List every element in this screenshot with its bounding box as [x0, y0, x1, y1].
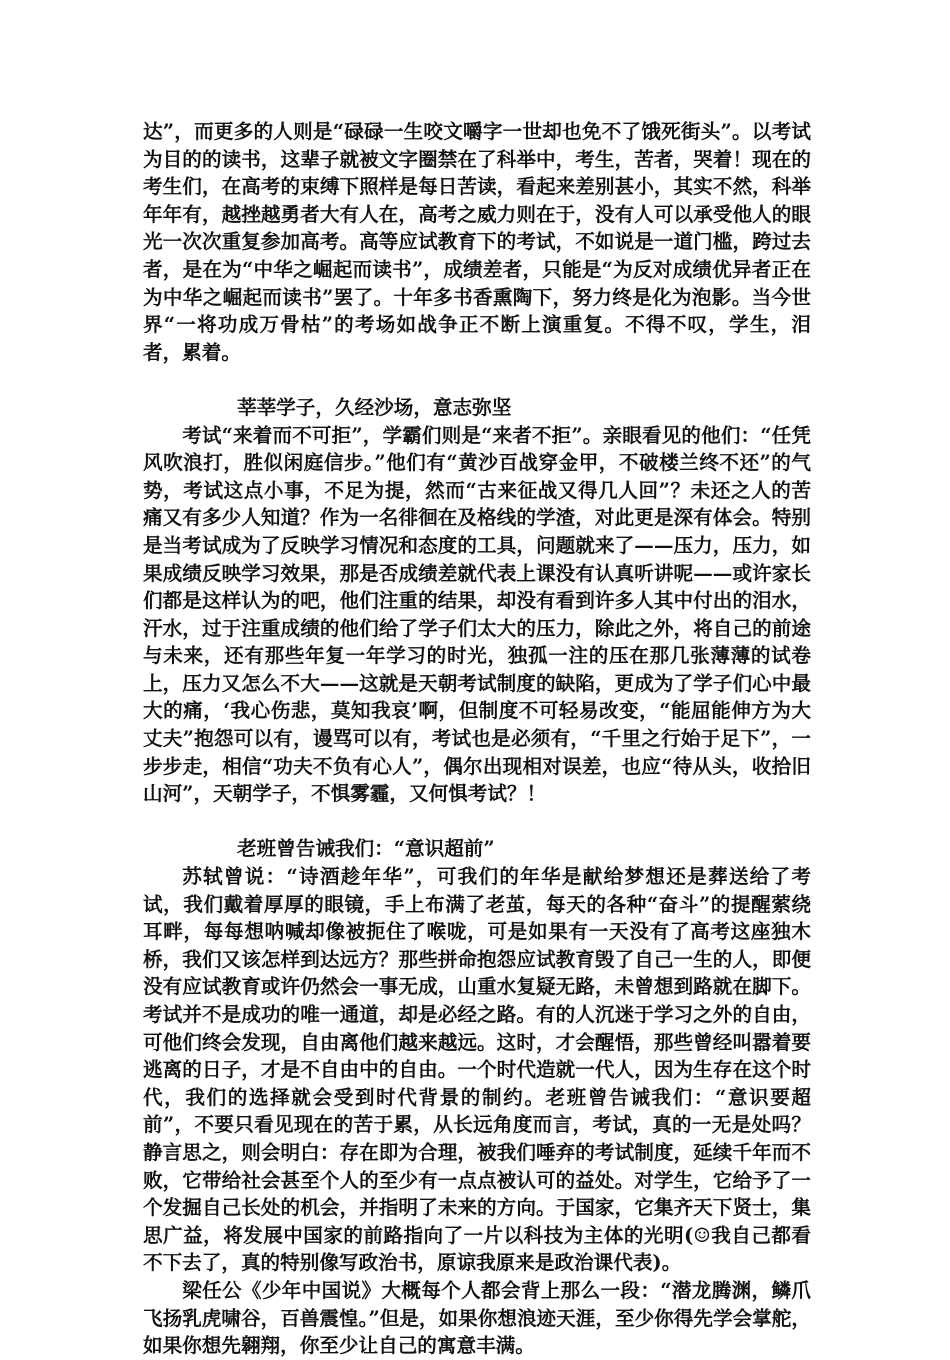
paragraph-young-china: 梁任公《少年中国说》大概每个人都会背上那么一段：“潜龙腾渊，鳞爪飞扬乳虎啸谷，百兽震惶。”但是，如果你想浪迹天涯，至少你得先学会掌舵，如果你想先翱翔，你至少让自己的寓意丰满。 — [143, 1278, 811, 1358]
section-heading-teacher: 老班曾告诫我们：“意识超前” — [237, 837, 495, 861]
paragraph-exam-value: 苏轼曾说：“诗酒趁年华”，可我们的年华是献给梦想还是葬送给了考试，我们戴着厚厚的眼镜，手上布满了老茧，每天的各种“奋斗”的提醒萦绕耳畔，每每想呐喊却像被扼住了喉咙，可是如果有一天没有了高考这座独木桥，我们又该怎样到达远方？那些拼命抱怨应试教育毁了自己一生的人，即便没有应试教育或许仍然会一事无成，山重水复疑无路，未曾想到路就在脚下。考试并不是成功的唯一通道，却是必经之路。有的人沉迷于学习之外的自由，可他们终会发现，自由离他们越来越远。这时，才会醒悟，那些曾经叫嚣着要逃离的日子，才是不自由中的自由。一个时代造就一代人，因为生存在这个时代，我们的选择就会受到时代背景的制约。老班曾告诫我们：“意识要超前”，不要只看见现在的苦于累，从长远角度而言，考试，真的一无是处吗？静言思之，则会明白：存在即为合理，被我们唾弃的考试制度，延续千年而不败，它带给社会甚至个人的至少有一点点被认可的益处。对学生，它给予了一个发掘自己长处的机会，并指明了未来的方向。于国家，它集齐天下贤士，集思广益，将发展中国家的前路指向了一片以科技为主体的光明(☺我自己都看不下去了，真的特别像写政治书，原谅我原来是政治课代表)。 — [143, 865, 811, 1275]
paragraph-gap — [143, 366, 811, 394]
paragraph-exam-history: 达”，而更多的人则是“碌碌一生咬文嚼字一世却也免不了饿死街头”。以考试为目的的读书，这辈子就被文字圈禁在了科举中，考生，苦者，哭着！现在的考生们，在高考的束缚下照样是每日苦读，看起来差别甚小，其实不然，科举年年有，越挫越勇者大有人在，高考之威力则在于，没有人可以承受他人的眼光一次次重复参加高考。高等应试教育下的考试，不如说是一道门槛，跨过去者，是在为“中华之崛起而读书”，成绩差者，只能是“为反对成绩优异者正在为中华之崛起而读书”罢了。十年多书香熏陶下，努力终是化为泡影。当今世界“一将功成万骨枯”的考场如战争正不断上演重复。不得不叹，学生，泪者，累着。 — [143, 120, 811, 364]
document-page — [143, 118, 811, 1360]
paragraph-gap — [143, 808, 811, 836]
section-heading-students: 莘莘学子，久经沙场，意志弥坚 — [237, 395, 512, 419]
paragraph-exam-pressure: 考试“来着而不可拒”，学霸们则是“来者不拒”。亲眼看见的他们：“任凭风吹浪打，胜似闲庭信步。”他们有“黄沙百战穿金甲，不破楼兰终不还”的气势，考试这点小事，不足为提，然而“古来征战又得几人回”？未还之人的苦痛又有多少人知道？作为一名徘徊在及格线的学渣，对此更是深有体会。特别是当考试成为了反映学习情况和态度的工具，问题就来了——压力，压力，如果成绩反映学习效果，那是否成绩差就代表上课没有认真听讲呢——或许家长们都是这样认为的吧，他们注重的结果，却没有看到许多人其中付出的泪水，汗水，过于注重成绩的他们给了学子们太大的压力，除此之外，将自己的前途与未来，还有那些年复一年学习的时光，独孤一注的压在那几张薄薄的试卷上，压力又怎么不大——这就是天朝考试制度的缺陷，更成为了学子们心中最大的痛，‘我心伤悲，莫知我哀’啊，但制度不可轻易改变，“能屈能伸方为大丈夫”抱怨可以有，谩骂可以有，考试也是必须有，“千里之行始于足下”，一步步走，相信“功夫不负有心人”，偶尔出现相对误差，也应“待从头，收拾旧山河”，天朝学子，不惧雾霾，又何惧考试？！ — [143, 423, 811, 806]
